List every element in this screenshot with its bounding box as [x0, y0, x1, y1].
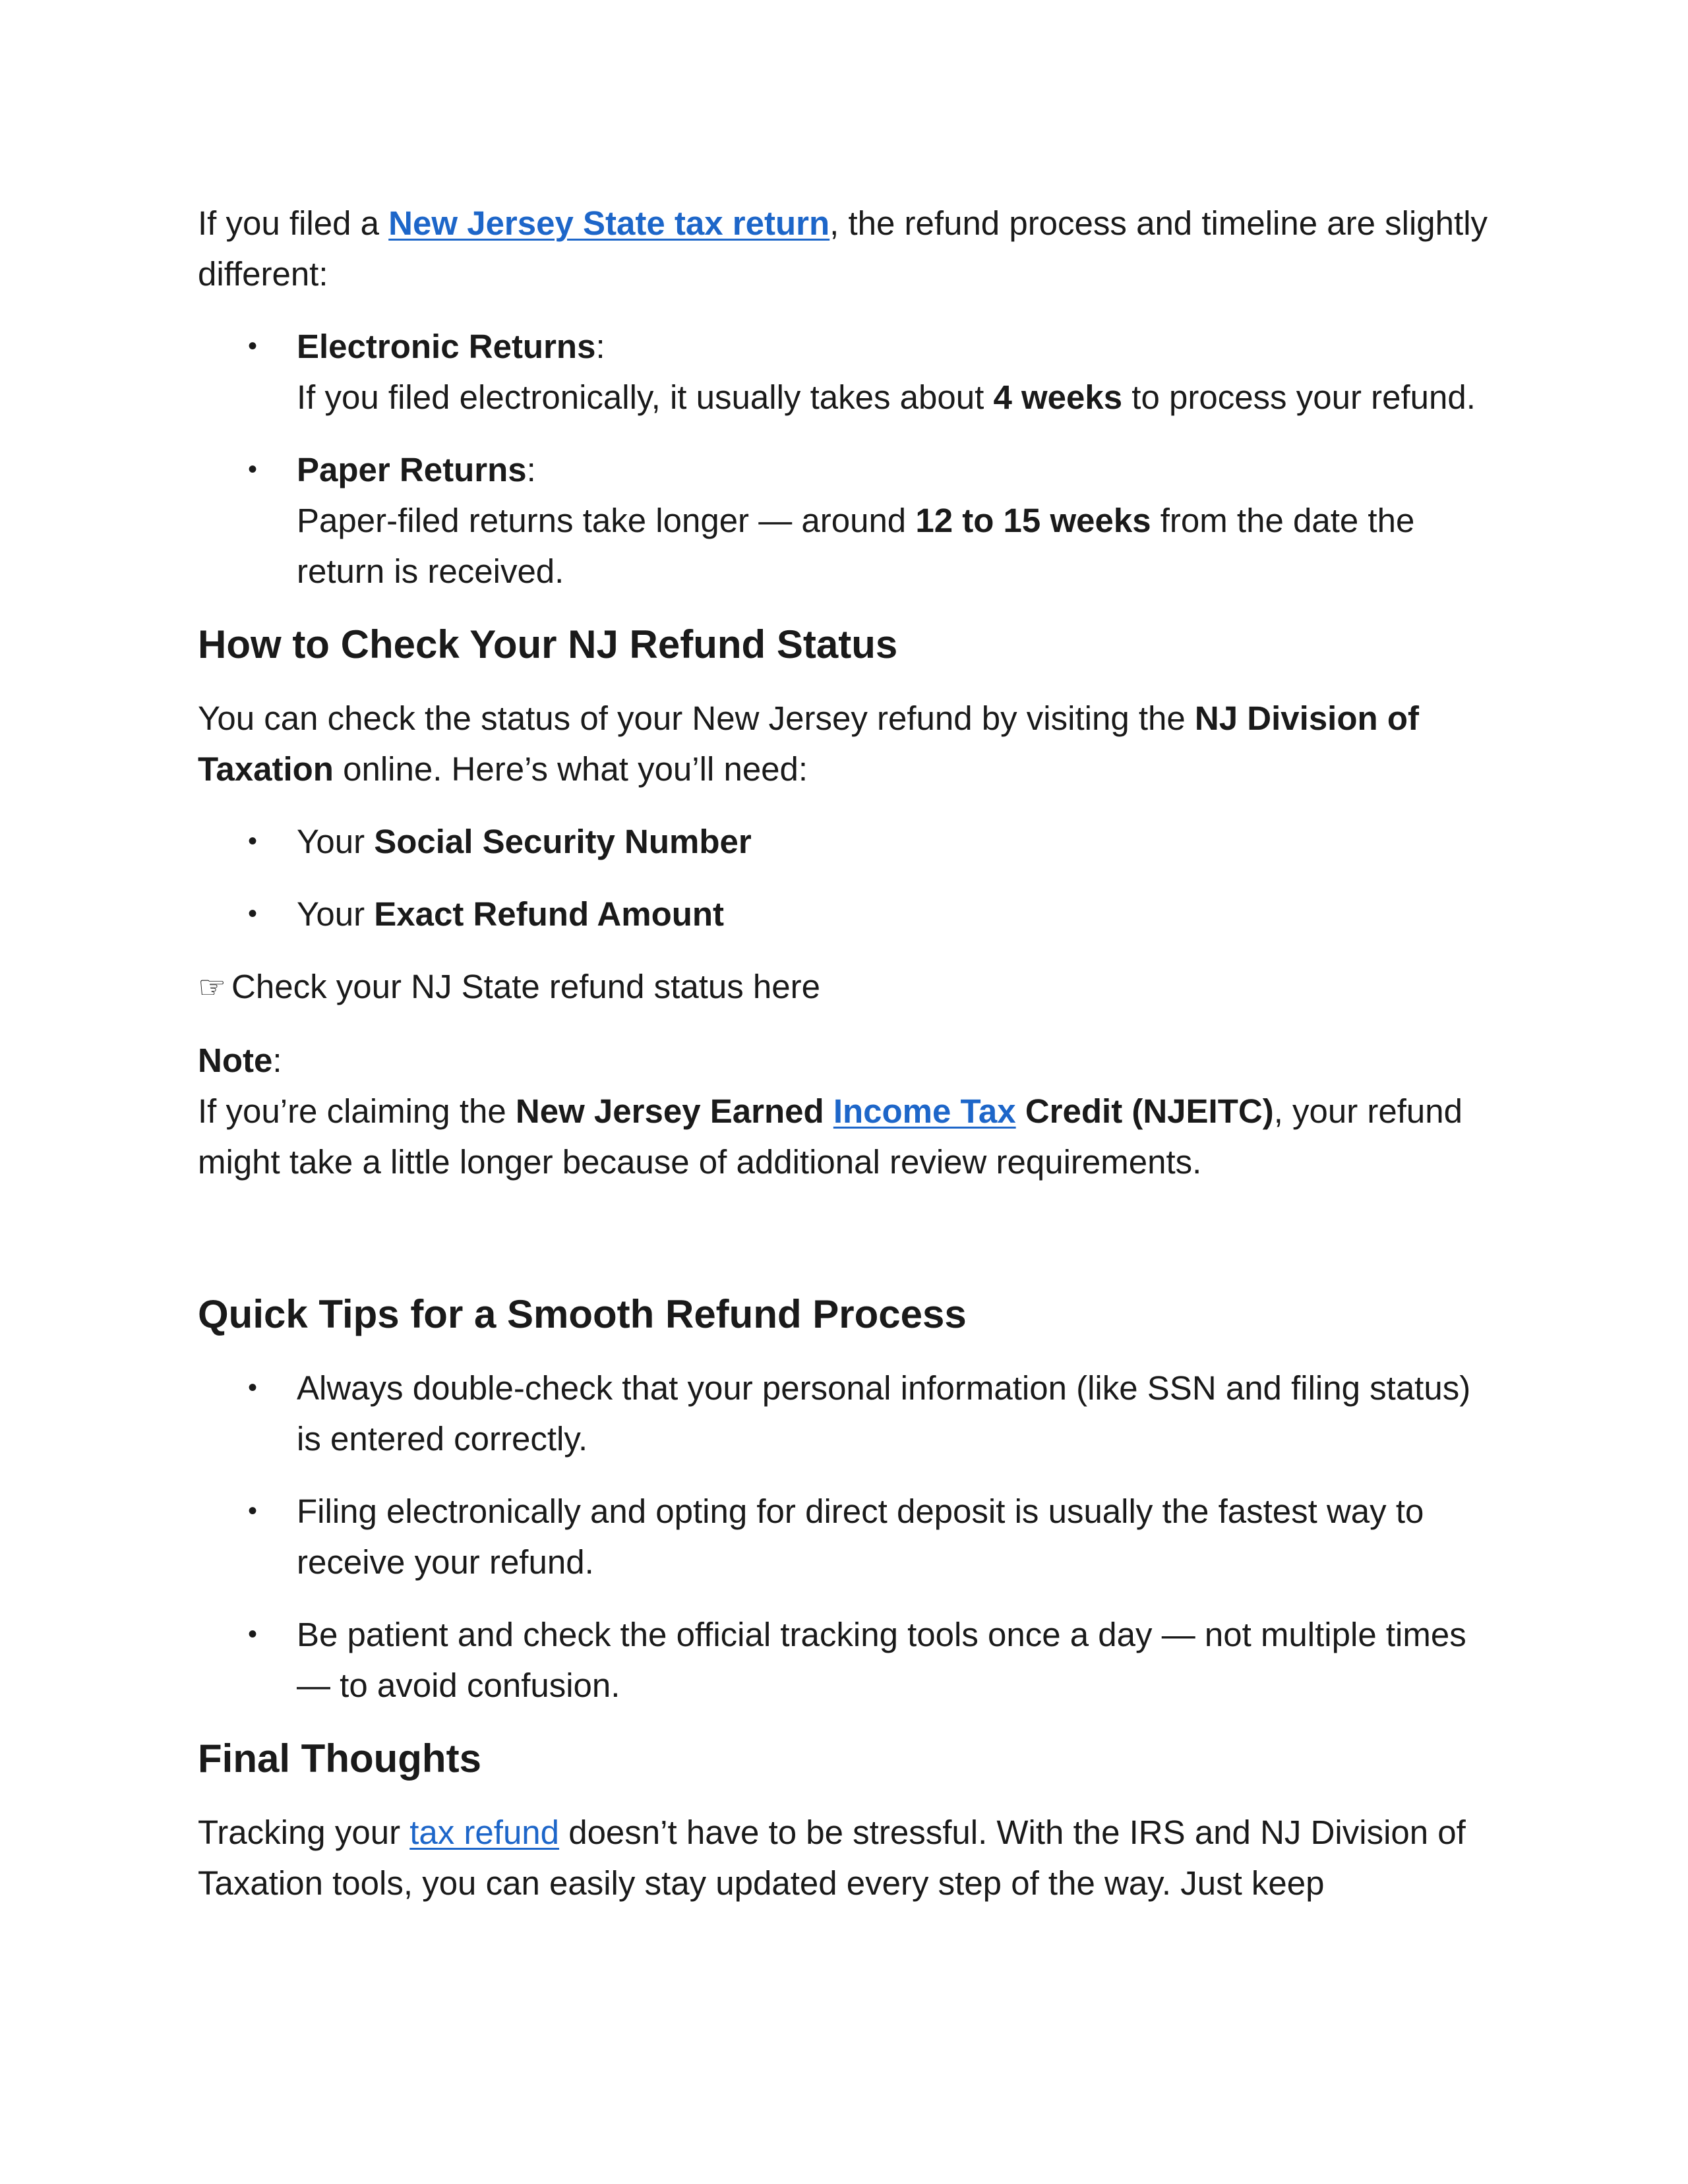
list-item-title: Electronic Returns: [297, 328, 596, 365]
tax-refund-link[interactable]: tax refund: [409, 1814, 560, 1851]
intro-suffix: , the refund process and timeline are slightly different:: [198, 204, 1488, 293]
list-item-title-line: [297, 444, 1490, 495]
list-item: [198, 1363, 1490, 1464]
colon: :: [595, 328, 605, 365]
bullet-icon: •: [248, 899, 258, 928]
body-text: You can check the status of your New Jersey refund by visiting the: [198, 699, 1195, 737]
body-bold: Exact Refund Amount: [374, 895, 725, 933]
list-item: [198, 321, 1490, 423]
bullet-icon: •: [248, 455, 258, 484]
note-label-line: [198, 1035, 1490, 1086]
body-bold: Social Security Number: [374, 823, 752, 860]
body-bold: Credit (NJEITC): [1015, 1092, 1274, 1130]
bullet-icon: •: [248, 1496, 258, 1525]
body-text: If you’re claiming the: [198, 1092, 516, 1130]
tip-text: Filing electronically and opting for direct deposit is usually the fastest way to receive your refund.: [297, 1492, 1424, 1581]
section-heading-final-thoughts: Final Thoughts: [198, 1736, 481, 1781]
list-item-body: [297, 495, 1490, 597]
body-bold: NJ Division of Taxation: [198, 699, 1419, 788]
spacer: [198, 1209, 1490, 1288]
body-text: Tracking your: [198, 1814, 410, 1851]
section-heading-check-status: How to Check Your NJ Refund Status: [198, 622, 898, 666]
final-paragraph: [198, 1807, 1490, 1908]
body-bold: New Jersey Earned: [515, 1092, 833, 1130]
intro-paragraph: [198, 198, 1490, 299]
body-text: Your: [297, 823, 375, 860]
list-item: [198, 816, 1490, 867]
check-paragraph: [198, 693, 1490, 794]
tip-text: Always double-check that your personal information (like SSN and filing status) is entered correctly.: [297, 1369, 1471, 1458]
list-item-body: [297, 372, 1490, 423]
timeline-list: [198, 321, 1490, 597]
section-heading-quick-tips: Quick Tips for a Smooth Refund Process: [198, 1292, 967, 1336]
body-text: , your refund might take a little longer because of additional review requirements.: [198, 1092, 1463, 1181]
bullet-icon: •: [248, 1620, 258, 1649]
check-status-line: [198, 961, 1490, 1013]
bullet-icon: •: [248, 332, 258, 361]
colon: :: [272, 1042, 282, 1079]
note-paragraph: [198, 1035, 1490, 1187]
pointing-hand-icon: ☞: [198, 969, 227, 1006]
intro-prefix: If you filed a: [198, 204, 389, 242]
body-text: If you filed electronically, it usually takes about: [297, 378, 994, 416]
list-item: [198, 1609, 1490, 1711]
note-label: Note: [198, 1042, 273, 1079]
list-item: [198, 444, 1490, 597]
nj-state-tax-return-link[interactable]: New Jersey State tax return: [388, 204, 830, 242]
body-text: Paper-filed returns take longer — around: [297, 502, 916, 539]
body-text: doesn’t have to be stressful. With the IRS and NJ Division of Taxation tools, you can easily stay updated every step of the way. Just keep: [198, 1814, 1466, 1902]
income-tax-link[interactable]: Income Tax: [833, 1092, 1016, 1130]
bullet-icon: •: [248, 1373, 258, 1402]
body-bold: 12 to 15 weeks: [915, 502, 1151, 539]
document-page: [198, 198, 1490, 1930]
list-item-title-line: [297, 321, 1490, 372]
body-text: from the date the return is received.: [297, 502, 1415, 590]
bullet-icon: •: [248, 827, 258, 856]
tips-list: [198, 1363, 1490, 1711]
tip-text: Be patient and check the official tracking tools once a day — not multiple times — to avoid confusion.: [297, 1616, 1466, 1704]
list-item-title: Paper Returns: [297, 451, 527, 488]
colon: :: [526, 451, 536, 488]
check-status-text: Check your NJ State refund status here: [231, 968, 820, 1005]
list-item: [198, 1486, 1490, 1587]
body-text: online. Here’s what you’ll need:: [333, 750, 808, 788]
body-text: to process your refund.: [1122, 378, 1476, 416]
requirements-list: [198, 816, 1490, 939]
list-item: [198, 889, 1490, 939]
body-text: Your: [297, 895, 375, 933]
body-bold: 4 weeks: [993, 378, 1123, 416]
